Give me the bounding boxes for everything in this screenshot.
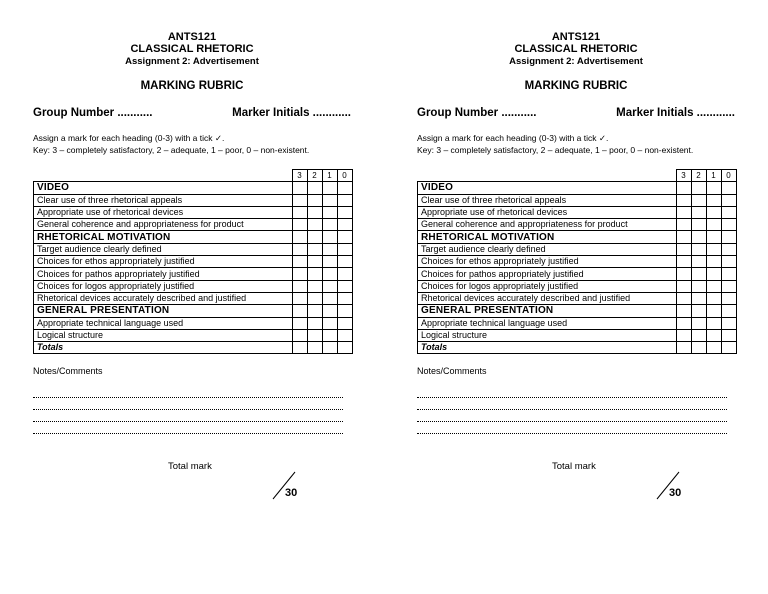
score-cell[interactable] (676, 317, 691, 329)
header-blank-cell (34, 170, 293, 182)
criterion-row (34, 317, 353, 329)
table-header-row (34, 170, 353, 182)
score-cell[interactable] (706, 305, 721, 317)
score-cell[interactable] (292, 342, 307, 354)
score-cell[interactable] (676, 256, 691, 268)
criterion-row (34, 329, 353, 341)
score-cell[interactable] (706, 292, 721, 304)
criterion-label: Choices for ethos appropriately justified (418, 256, 677, 268)
criterion-label: GENERAL PRESENTATION (418, 305, 677, 317)
score-cell[interactable] (337, 280, 352, 292)
score-cell[interactable] (307, 280, 322, 292)
score-cell[interactable] (307, 329, 322, 341)
score-cell[interactable] (322, 280, 337, 292)
group-number-field[interactable]: Group Number ........... (33, 107, 153, 119)
score-cell[interactable] (307, 292, 322, 304)
score-cell[interactable] (337, 194, 352, 206)
criterion-label: General coherence and appropriateness for product (418, 219, 677, 231)
score-cell[interactable] (676, 206, 691, 218)
score-cell[interactable] (721, 329, 736, 341)
score-cell[interactable] (292, 182, 307, 194)
score-cell[interactable] (676, 305, 691, 317)
score-cell[interactable] (292, 206, 307, 218)
score-cell[interactable] (292, 305, 307, 317)
header-blank-cell (418, 170, 677, 182)
criterion-label: Choices for logos appropriately justified (34, 280, 293, 292)
notes-line[interactable] (417, 433, 727, 434)
criterion-label: Target audience clearly defined (418, 243, 677, 255)
criterion-label: Clear use of three rhetorical appeals (34, 194, 293, 206)
criterion-row (34, 194, 353, 206)
score-cell[interactable] (307, 305, 322, 317)
score-cell[interactable] (292, 292, 307, 304)
score-cell[interactable] (676, 268, 691, 280)
score-cell[interactable] (706, 268, 721, 280)
score-cell[interactable] (706, 243, 721, 255)
notes-line[interactable] (417, 421, 727, 422)
criterion-label: Logical structure (418, 329, 677, 341)
rubric-heading: MARKING RUBRIC (140, 80, 244, 92)
assignment-title: Assignment 2: Advertisement (509, 56, 643, 67)
score-cell[interactable] (721, 231, 736, 243)
course-code: ANTS121 (167, 31, 217, 43)
score-cell[interactable] (322, 182, 337, 194)
score-cell[interactable] (337, 243, 352, 255)
criterion-label: RHETORICAL MOTIVATION (418, 231, 677, 243)
score-cell[interactable] (307, 268, 322, 280)
section-row (34, 231, 353, 243)
score-cell[interactable] (337, 305, 352, 317)
score-cell[interactable] (322, 194, 337, 206)
score-cell[interactable] (676, 219, 691, 231)
criterion-row (418, 280, 737, 292)
score-cell[interactable] (292, 317, 307, 329)
score-cell[interactable] (691, 305, 706, 317)
notes-line[interactable] (417, 397, 727, 398)
score-cell[interactable] (337, 329, 352, 341)
rubric-heading: MARKING RUBRIC (524, 80, 628, 92)
score-cell[interactable] (706, 342, 721, 354)
instruction-text: Assign a mark for each heading (0-3) with a tick ✓. (417, 133, 609, 143)
score-cell[interactable] (337, 219, 352, 231)
assignment-title: Assignment 2: Advertisement (125, 56, 259, 67)
criterion-label: Appropriate use of rhetorical devices (34, 206, 293, 218)
section-row (418, 305, 737, 317)
score-cell[interactable] (292, 268, 307, 280)
score-cell[interactable] (706, 280, 721, 292)
totals-row (34, 342, 353, 354)
score-cell[interactable] (322, 256, 337, 268)
criterion-row (418, 292, 737, 304)
score-cell[interactable] (706, 256, 721, 268)
score-cell[interactable] (337, 256, 352, 268)
criterion-label: RHETORICAL MOTIVATION (34, 231, 293, 243)
criterion-label: Logical structure (34, 329, 293, 341)
score-cell[interactable] (337, 206, 352, 218)
score-cell[interactable] (721, 280, 736, 292)
score-cell[interactable] (706, 194, 721, 206)
section-row (34, 182, 353, 194)
total-out-of: 30 (285, 487, 298, 499)
criterion-row (34, 280, 353, 292)
score-cell[interactable] (706, 329, 721, 341)
rubric-sheet-left (33, 0, 363, 594)
criterion-row (34, 206, 353, 218)
score-cell[interactable] (292, 280, 307, 292)
score-cell[interactable] (691, 256, 706, 268)
criterion-row (418, 317, 737, 329)
score-cell[interactable] (307, 317, 322, 329)
score-cell[interactable] (307, 342, 322, 354)
notes-label: Notes/Comments (33, 366, 103, 376)
score-cell[interactable] (676, 292, 691, 304)
criterion-label: Rhetorical devices accurately described and justified (418, 292, 677, 304)
score-cell[interactable] (691, 292, 706, 304)
score-cell[interactable] (706, 231, 721, 243)
score-cell[interactable] (721, 268, 736, 280)
score-cell[interactable] (322, 317, 337, 329)
score-cell[interactable] (706, 206, 721, 218)
criterion-label: Totals (418, 342, 677, 354)
rubric-sheet-right (417, 0, 747, 594)
criterion-row (418, 329, 737, 341)
criterion-row (34, 219, 353, 231)
criterion-row (418, 194, 737, 206)
course-title: CLASSICAL RHETORIC (130, 43, 254, 55)
notes-label: Notes/Comments (417, 366, 487, 376)
score-cell[interactable] (691, 280, 706, 292)
criterion-label: Target audience clearly defined (34, 243, 293, 255)
score-cell[interactable] (676, 231, 691, 243)
score-cell[interactable] (676, 194, 691, 206)
score-cell[interactable] (322, 329, 337, 341)
notes-line[interactable] (33, 409, 343, 410)
rubric-table (417, 169, 737, 354)
section-row (418, 182, 737, 194)
score-cell[interactable] (691, 206, 706, 218)
score-cell[interactable] (691, 268, 706, 280)
score-cell[interactable] (721, 317, 736, 329)
score-cell[interactable] (337, 317, 352, 329)
score-cell[interactable] (691, 219, 706, 231)
score-cell[interactable] (721, 342, 736, 354)
score-cell[interactable] (721, 219, 736, 231)
score-cell[interactable] (706, 219, 721, 231)
criterion-row (34, 243, 353, 255)
criterion-label: GENERAL PRESENTATION (34, 305, 293, 317)
score-cell[interactable] (292, 256, 307, 268)
criterion-label: Choices for ethos appropriately justified (34, 256, 293, 268)
score-cell[interactable] (691, 342, 706, 354)
criterion-label: Totals (34, 342, 293, 354)
criterion-label: General coherence and appropriateness for product (34, 219, 293, 231)
score-cell[interactable] (721, 305, 736, 317)
criterion-label: Choices for pathos appropriately justified (418, 268, 677, 280)
score-cell[interactable] (691, 317, 706, 329)
notes-line[interactable] (33, 433, 343, 434)
score-cell[interactable] (721, 292, 736, 304)
course-code: ANTS121 (551, 31, 601, 43)
score-cell[interactable] (292, 194, 307, 206)
score-cell[interactable] (307, 231, 322, 243)
score-header: 1 (706, 170, 721, 182)
key-text: Key: 3 – completely satisfactory, 2 – adequate, 1 – poor, 0 – non-existent. (33, 145, 310, 155)
score-cell[interactable] (721, 206, 736, 218)
notes-line[interactable] (33, 397, 343, 398)
score-cell[interactable] (691, 243, 706, 255)
score-cell[interactable] (322, 342, 337, 354)
score-cell[interactable] (691, 194, 706, 206)
criterion-row (418, 206, 737, 218)
score-cell[interactable] (691, 329, 706, 341)
score-cell[interactable] (307, 243, 322, 255)
notes-line[interactable] (33, 421, 343, 422)
course-title: CLASSICAL RHETORIC (514, 43, 638, 55)
score-cell[interactable] (337, 292, 352, 304)
score-cell[interactable] (676, 182, 691, 194)
criterion-row (418, 268, 737, 280)
score-cell[interactable] (322, 206, 337, 218)
criterion-label: Clear use of three rhetorical appeals (418, 194, 677, 206)
score-header: 3 (676, 170, 691, 182)
score-header: 1 (322, 170, 337, 182)
score-cell[interactable] (721, 243, 736, 255)
totals-row (418, 342, 737, 354)
notes-line[interactable] (417, 409, 727, 410)
score-cell[interactable] (337, 231, 352, 243)
criterion-label: Appropriate technical language used (418, 317, 677, 329)
score-cell[interactable] (676, 342, 691, 354)
total-mark-label: Total mark (168, 461, 212, 472)
instruction-text: Assign a mark for each heading (0-3) with a tick ✓. (33, 133, 225, 143)
criterion-label: Choices for logos appropriately justified (418, 280, 677, 292)
criterion-row (34, 292, 353, 304)
score-header: 2 (691, 170, 706, 182)
score-header: 3 (292, 170, 307, 182)
score-header: 2 (307, 170, 322, 182)
criterion-row (418, 219, 737, 231)
score-header: 0 (337, 170, 352, 182)
total-mark-label: Total mark (552, 461, 596, 472)
score-cell[interactable] (307, 182, 322, 194)
score-cell[interactable] (322, 305, 337, 317)
total-out-of: 30 (669, 487, 682, 499)
marker-initials-field[interactable]: Marker Initials ............ (232, 107, 351, 119)
score-cell[interactable] (292, 329, 307, 341)
criterion-label: Rhetorical devices accurately described and justified (34, 292, 293, 304)
score-cell[interactable] (307, 206, 322, 218)
table-header-row (418, 170, 737, 182)
key-text: Key: 3 – completely satisfactory, 2 – adequate, 1 – poor, 0 – non-existent. (417, 145, 694, 155)
score-cell[interactable] (292, 219, 307, 231)
group-number-field[interactable]: Group Number ........... (417, 107, 537, 119)
score-cell[interactable] (307, 256, 322, 268)
score-cell[interactable] (337, 182, 352, 194)
score-cell[interactable] (721, 256, 736, 268)
score-cell[interactable] (706, 182, 721, 194)
score-cell[interactable] (322, 231, 337, 243)
section-row (34, 305, 353, 317)
score-cell[interactable] (721, 182, 736, 194)
score-cell[interactable] (292, 243, 307, 255)
score-cell[interactable] (337, 268, 352, 280)
score-cell[interactable] (337, 342, 352, 354)
score-cell[interactable] (292, 231, 307, 243)
criterion-label: Appropriate technical language used (34, 317, 293, 329)
score-cell[interactable] (691, 231, 706, 243)
score-cell[interactable] (307, 194, 322, 206)
score-cell[interactable] (322, 268, 337, 280)
criterion-label: Appropriate use of rhetorical devices (418, 206, 677, 218)
score-cell[interactable] (322, 243, 337, 255)
criterion-label: Choices for pathos appropriately justified (34, 268, 293, 280)
score-cell[interactable] (721, 194, 736, 206)
score-cell[interactable] (322, 292, 337, 304)
score-cell[interactable] (691, 182, 706, 194)
score-cell[interactable] (676, 329, 691, 341)
section-row (418, 231, 737, 243)
score-cell[interactable] (676, 280, 691, 292)
criterion-label: VIDEO (34, 182, 293, 194)
criterion-row (418, 256, 737, 268)
criterion-row (34, 268, 353, 280)
criterion-row (418, 243, 737, 255)
score-cell[interactable] (322, 219, 337, 231)
score-cell[interactable] (307, 219, 322, 231)
rubric-table (33, 169, 353, 354)
score-header: 0 (721, 170, 736, 182)
marker-initials-field[interactable]: Marker Initials ............ (616, 107, 735, 119)
criterion-row (34, 256, 353, 268)
score-cell[interactable] (706, 317, 721, 329)
score-cell[interactable] (676, 243, 691, 255)
criterion-label: VIDEO (418, 182, 677, 194)
